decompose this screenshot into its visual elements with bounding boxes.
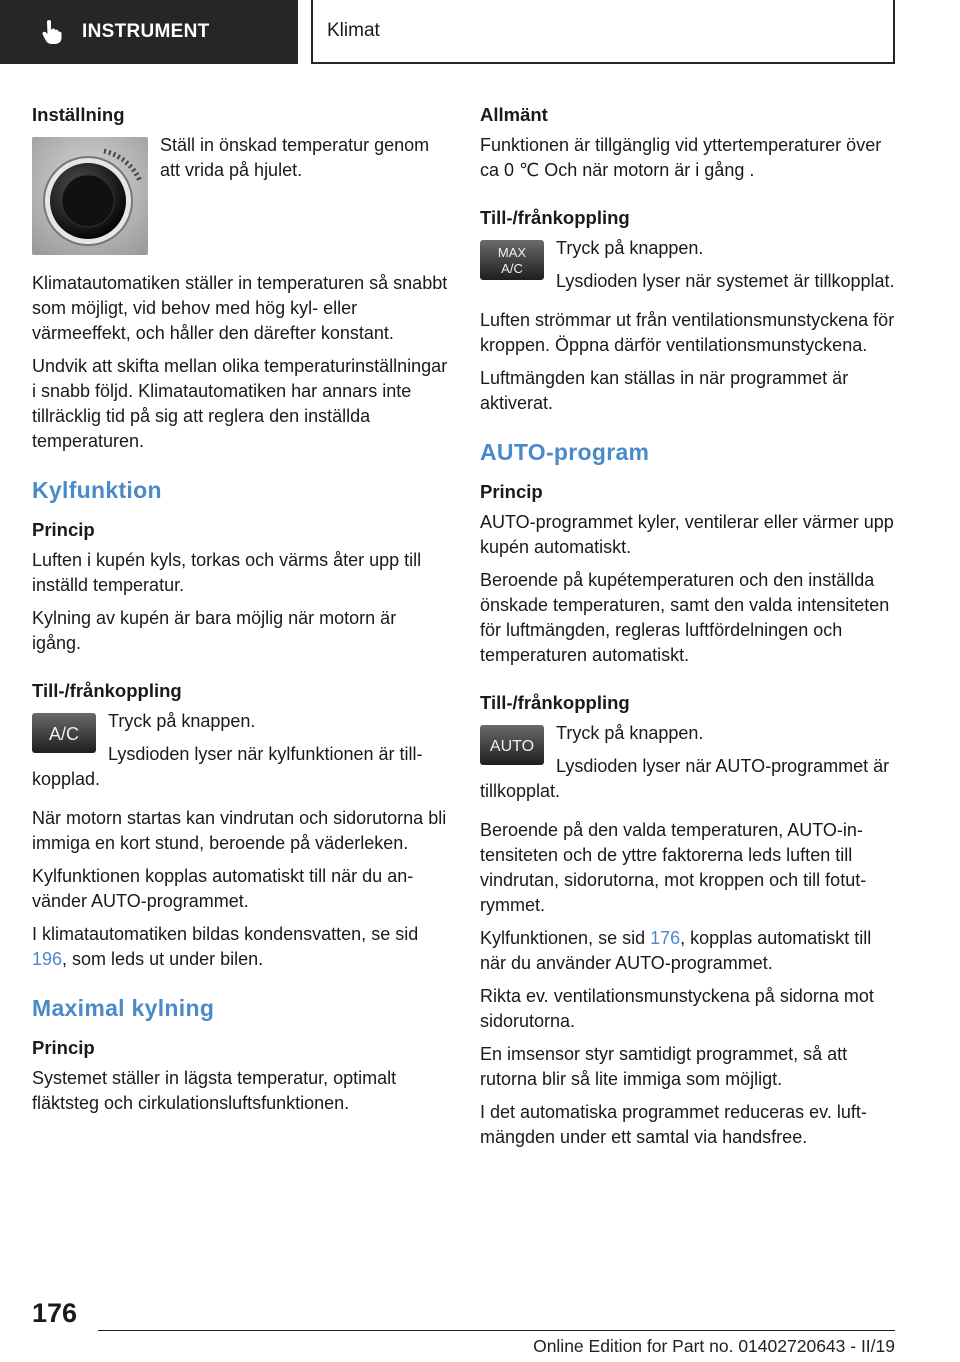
auto-toggle-p1: Tryck på knappen.: [556, 723, 704, 743]
allmant-heading: Allmänt: [480, 104, 548, 125]
page-link-176[interactable]: 176: [650, 928, 681, 948]
max-ac-p4: Luftmängden kan ställas in när programmet är aktiverat.: [480, 368, 849, 413]
temperature-wheel-image: [32, 137, 148, 255]
chapter-header: [311, 0, 895, 64]
max-ac-button-line1: MAX: [497, 245, 527, 260]
installning-p2: Undvik att skifta mellan olika temperaturinställningar i snabb följd. Klimatautomatiken har annars inte tillräcklig tid på sig att reglera den inställda temperaturen.: [32, 356, 448, 451]
auto-p7: I det automatiska programmet reduceras ev. luftmängden under ett samtal via handsfree.: [480, 1102, 867, 1147]
ac-button-label: A/C: [48, 724, 80, 744]
maximal-title: Maximal kylning: [32, 995, 215, 1021]
installning-p1: Klimatautomatiken ställer in temperaturen så snabbt som möjligt, vid behov med hög kyl- eller värmeeffekt, och håller den därefter konstant.: [32, 273, 448, 343]
kylfunktion-toggle-heading: Till-/frånkoppling: [32, 680, 182, 701]
kylfunktion-title: Kylfunktion: [32, 477, 162, 503]
auto-p5: Rikta ev. ventilationsmunstyckena på sidorna mot sidorutorna.: [480, 986, 874, 1031]
kylfunktion-p5-text-end: , som leds ut under bilen.: [62, 949, 264, 969]
max-ac-p3: Luften strömmar ut från ventilationsmunstyckena för kroppen. Öppna därför ventilationsmunstyckena.: [480, 310, 895, 355]
auto-button-image: [480, 725, 544, 765]
page-link-196[interactable]: 196: [32, 949, 63, 969]
auto-princip-heading: Princip: [480, 481, 543, 502]
max-ac-button-graphic: [480, 240, 544, 280]
kylfunktion-princip-p1: Luften i kupén kyls, torkas och värms åter upp till inställd temperatur.: [32, 550, 422, 595]
temperature-wheel-icon: [32, 137, 148, 255]
chapter-title: Klimat: [327, 20, 380, 41]
max-ac-button-line2: A/C: [501, 261, 523, 276]
auto-title: AUTO-program: [480, 439, 650, 465]
kylfunktion-toggle-p1: Tryck på knappen.: [108, 711, 256, 731]
auto-p4-text: Kylfunktionen, se sid: [480, 928, 651, 948]
footer-divider: [98, 1330, 895, 1331]
hand-pointer-icon: [38, 19, 64, 45]
page-number: 176: [32, 1298, 78, 1328]
maximal-princip-heading: Princip: [32, 1037, 95, 1058]
section-tab: [0, 0, 298, 64]
ac-button-graphic: [32, 713, 96, 753]
max-ac-toggle-p2: Lysdioden lyser när systemet är tillkopplat.: [556, 271, 895, 291]
auto-p1: AUTO-programmet kyler, ventilerar eller värmer upp kupén automatiskt.: [480, 512, 894, 557]
auto-button-label: AUTO: [489, 738, 535, 755]
installning-caption: Ställ in önskad temperatur genom att vrida på hjulet.: [160, 135, 430, 180]
auto-button-graphic: [480, 725, 544, 765]
installning-heading: Inställning: [32, 104, 125, 125]
auto-toggle-heading: Till-/frånkoppling: [480, 692, 630, 713]
kylfunktion-princip-heading: Princip: [32, 519, 95, 540]
auto-p6: En imsensor styr samtidigt programmet, så att rutorna blir så lite immiga som möjligt.: [480, 1044, 848, 1089]
allmant-p1: Funktionen är tillgänglig vid yttertemperaturer över ca 0 ℃ Och när motorn är i gång .: [480, 135, 882, 180]
section-title: INSTRUMENT: [82, 21, 210, 42]
kylfunktion-p5: [32, 922, 448, 972]
max-ac-toggle-heading: Till-/frånkoppling: [480, 207, 630, 228]
auto-toggle-p2: Lysdioden lyser när AUTO-programmet är tillkopplat.: [480, 756, 890, 801]
kylfunktion-princip-p2: Kylning av kupén är bara möjlig när motorn är igång.: [32, 608, 397, 653]
auto-p4-text-end: , kopplas automatiskt till när du använder AUTO-programmet.: [480, 928, 872, 973]
auto-p2: Beroende på kupétemperaturen och den inställda önskade temperaturen, samt den valda intensiteten för luftmängden, regleras luftfördelningen och temperaturen automatiskt.: [480, 570, 890, 665]
kylfunktion-p5-text: I klimatautomatiken bildas kondensvatten, se sid: [32, 924, 419, 944]
maximal-p1: Systemet ställer in lägsta temperatur, optimalt fläktsteg och cirkulationsluftsfunktionen.: [32, 1068, 397, 1113]
kylfunktion-p3: När motorn startas kan vindrutan och sidorutorna bli immiga en kort stund, beroende på väderleken.: [32, 808, 447, 853]
ac-button-image: [32, 713, 96, 753]
kylfunktion-p4: Kylfunktionen kopplas automatiskt till när du använder AUTO-programmet.: [32, 866, 414, 911]
left-column: [32, 102, 448, 1124]
right-column: [480, 102, 896, 1158]
max-ac-toggle-p1: Tryck på knappen.: [556, 238, 704, 258]
kylfunktion-toggle-p2: Lysdioden lyser när kylfunktionen är tillkopplad.: [32, 744, 423, 789]
edition-text: Online Edition for Part no. 01402720643 - II/19: [533, 1336, 895, 1356]
max-ac-button-image: [480, 240, 544, 280]
auto-p4: [480, 926, 896, 976]
auto-p3: Beroende på den valda temperaturen, AUTO-intensiteten och de yttre faktorerna leds luften till vindrutan, sidorutorna, mot kroppen och till fotutrymmet.: [480, 820, 867, 915]
